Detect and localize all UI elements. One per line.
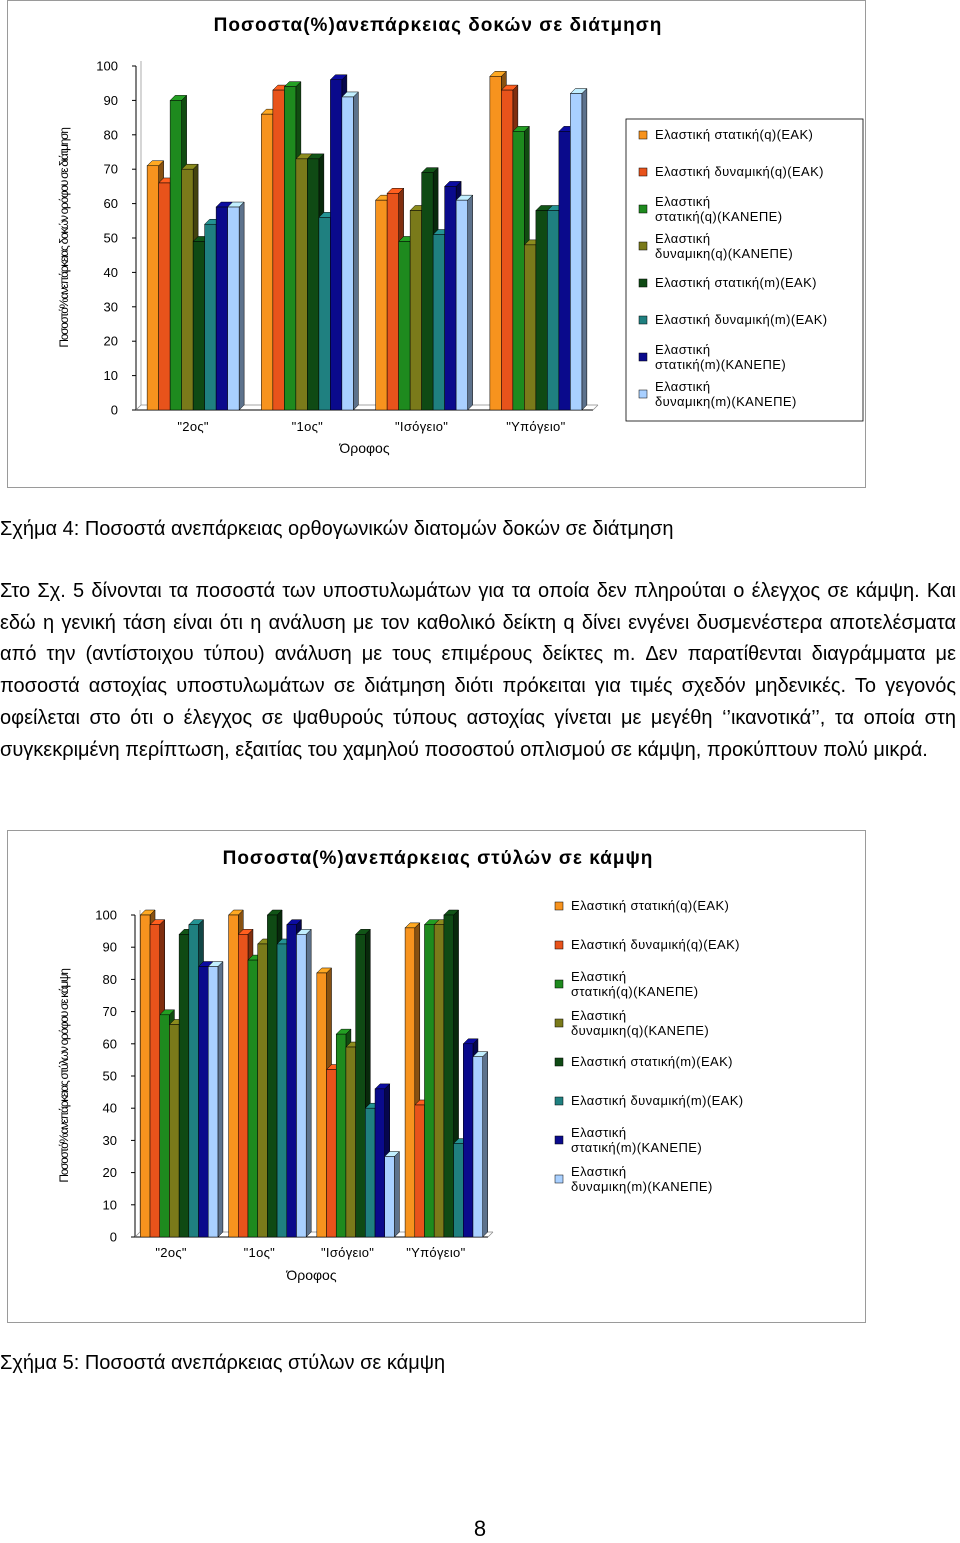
bar [365, 1108, 375, 1237]
bar [410, 210, 422, 410]
floor-edge-left [135, 1232, 140, 1237]
legend-label: Ελαστική [571, 1008, 627, 1023]
x-tick-label: "Υπόγειο" [406, 1245, 466, 1260]
bar [284, 87, 296, 410]
legend-label: δυναμικη(q)(ΚΑΝΕΠΕ) [571, 1023, 710, 1038]
bar [182, 169, 194, 410]
legend-swatch [639, 390, 647, 398]
bar [258, 944, 268, 1237]
bar [559, 131, 571, 410]
bar [330, 80, 342, 410]
bar [248, 960, 258, 1237]
legend-swatch [555, 1175, 563, 1183]
legend-label: στατική(q)(ΚΑΝΕΠΕ) [571, 984, 699, 999]
legend-label: Ελαστική δυναμική(m)(ΕΑΚ) [655, 312, 828, 327]
chart-shear-beams [7, 0, 866, 488]
bar [454, 1144, 464, 1237]
y-tick-label: 20 [103, 333, 118, 349]
bar [536, 210, 548, 410]
bar [434, 925, 444, 1237]
bar [387, 193, 399, 410]
y-tick-label: 50 [103, 230, 118, 246]
chart-bending-columns [7, 830, 866, 1323]
bar [296, 159, 308, 410]
bar [261, 114, 273, 410]
bar [205, 224, 217, 410]
bar [179, 934, 189, 1237]
bar [193, 241, 205, 410]
y-tick-label: 10 [102, 1197, 117, 1213]
legend-label: Ελαστική στατική(m)(ΕΑΚ) [571, 1054, 733, 1069]
bar [375, 1089, 385, 1237]
y-tick-label: 80 [102, 971, 117, 987]
bar [356, 934, 366, 1237]
y-tick-label: 40 [103, 264, 118, 280]
bar [456, 200, 468, 410]
page-number: 8 [473, 1516, 487, 1541]
chart-title: Ποσοστα(%)ανεπάρκειας δοκών σε διάτμηση [213, 15, 663, 36]
bar [317, 973, 327, 1237]
legend-swatch [555, 1058, 563, 1066]
bar [444, 915, 454, 1237]
bar [216, 207, 228, 410]
bar-side [218, 962, 223, 1237]
x-tick-label: "1ος" [291, 419, 324, 434]
bar-side [239, 202, 244, 410]
bar-side [468, 195, 473, 410]
legend-label: Ελαστική στατική(q)(ΕΑΚ) [571, 898, 730, 913]
y-axis-title: Ποσοστό%ανεπάρκειας στύλων ορόφου σε κάμψη [57, 969, 71, 1183]
bar [208, 967, 218, 1237]
y-tick-label: 0 [109, 1229, 117, 1245]
bar [159, 183, 171, 410]
legend-swatch [555, 980, 563, 988]
bar [229, 915, 239, 1237]
legend-swatch [639, 316, 647, 324]
bar [287, 925, 297, 1237]
y-tick-label: 60 [102, 1036, 117, 1052]
bar-side [353, 92, 358, 410]
legend-label: δυναμικη(q)(ΚΑΝΕΠΕ) [655, 246, 794, 261]
bar [199, 967, 209, 1237]
bar-side [306, 929, 311, 1237]
bar [147, 166, 159, 410]
bar [296, 934, 306, 1237]
legend-swatch [639, 279, 647, 287]
bar [376, 200, 388, 410]
bar [399, 241, 411, 410]
legend-swatch [639, 205, 647, 213]
bar [424, 925, 434, 1237]
bar [463, 1044, 473, 1237]
bar [570, 94, 582, 410]
bar [342, 97, 354, 410]
x-tick-label: "Ισόγειο" [395, 419, 449, 434]
y-tick-label: 70 [103, 161, 118, 177]
bar [267, 915, 277, 1237]
bar [415, 1105, 425, 1237]
y-tick-label: 40 [102, 1100, 117, 1116]
bar [547, 210, 559, 410]
legend-label: δυναμικη(m)(ΚΑΝΕΠΕ) [655, 394, 797, 409]
bar [346, 1047, 356, 1237]
legend-label: Ελαστική [571, 1125, 627, 1140]
x-tick-label: "2ος" [155, 1245, 187, 1260]
legend-label: στατική(m)(ΚΑΝΕΠΕ) [571, 1140, 703, 1155]
legend-label: Ελαστική [655, 194, 711, 209]
bar [524, 245, 536, 410]
bar [150, 925, 160, 1237]
legend-swatch [639, 242, 647, 250]
bar [405, 928, 415, 1237]
legend-swatch [555, 941, 563, 949]
legend-label: Ελαστική στατική(q)(ΕΑΚ) [655, 127, 814, 142]
bar [307, 159, 319, 410]
x-tick-label: "1ος" [243, 1245, 276, 1260]
bar-side [394, 1152, 399, 1238]
y-axis-title: Ποσοστό%ανεπάρκειας δοκών ορόφου σε διάτμηση [57, 128, 71, 348]
y-tick-label: 0 [110, 402, 118, 418]
floor-edge-right [488, 1232, 493, 1237]
legend-label: Ελαστική [655, 231, 711, 246]
legend-swatch [555, 902, 563, 910]
y-tick-label: 90 [103, 92, 118, 108]
bar [433, 235, 445, 410]
legend-label: στατική(q)(ΚΑΝΕΠΕ) [655, 209, 783, 224]
legend-label: δυναμικη(m)(ΚΑΝΕΠΕ) [571, 1179, 713, 1194]
legend-swatch [639, 353, 647, 361]
y-tick-label: 30 [103, 299, 118, 315]
chart-bending-columns-svg [8, 831, 865, 1322]
bar [422, 173, 434, 410]
y-tick-label: 100 [96, 58, 118, 74]
bar [228, 207, 240, 410]
bar [238, 934, 248, 1237]
bar [160, 1015, 170, 1237]
bar [445, 186, 457, 410]
legend-label: Ελαστική στατική(m)(ΕΑΚ) [655, 275, 817, 290]
legend-swatch [555, 1097, 563, 1105]
legend-swatch [639, 168, 647, 176]
x-axis-title: Όροφος [339, 440, 390, 456]
y-tick-label: 30 [102, 1132, 117, 1148]
bar [473, 1057, 483, 1237]
bar [170, 100, 182, 410]
bar-side [582, 89, 587, 410]
bar [169, 1024, 179, 1237]
bar-side [483, 1052, 488, 1237]
y-tick-label: 10 [103, 368, 118, 384]
y-tick-label: 60 [103, 196, 118, 212]
bar [140, 915, 150, 1237]
bar [501, 90, 513, 410]
x-tick-label: "Υπόγειο" [506, 419, 566, 434]
bar [327, 1070, 337, 1237]
legend-swatch [555, 1136, 563, 1144]
y-tick-label: 80 [103, 127, 118, 143]
legend-swatch [639, 131, 647, 139]
legend-label: Ελαστική [571, 1164, 627, 1179]
y-tick-label: 50 [102, 1068, 117, 1084]
legend-label: Ελαστική [655, 379, 711, 394]
bar [189, 925, 199, 1237]
x-tick-label: "2ος" [177, 419, 209, 434]
figure-5-caption: Σχήμα 5: Ποσοστά ανεπάρκειας στύλων σε κάμψη [0, 1352, 446, 1374]
legend-label: Ελαστική δυναμική(q)(ΕΑΚ) [571, 937, 740, 952]
figure-4-caption: Σχήμα 4: Ποσοστά ανεπάρκειας ορθογωνικών διατομών δοκών σε διάτμηση [0, 518, 674, 540]
bar [385, 1157, 395, 1238]
legend-label: Ελαστική [571, 969, 627, 984]
bar [319, 217, 331, 410]
bar [273, 90, 285, 410]
body-paragraph [0, 576, 956, 766]
chart-shear-beams-svg [8, 1, 865, 487]
legend-swatch [555, 1019, 563, 1027]
legend-label: στατική(m)(ΚΑΝΕΠΕ) [655, 357, 787, 372]
bar [336, 1034, 346, 1237]
y-tick-label: 90 [102, 939, 117, 955]
chart-title: Ποσοστα(%)ανεπάρκειας στύλών σε κάμψη [222, 848, 654, 869]
body-paragraph-text: Στο Σχ. 5 δίνονται τα ποσοστά των υποστυλωμάτων για τα οποία δεν πληρούται ο έλεγχος σε κάμψη. Και εδώ η γενική τάση είναι ότι η ανάλυση με τον καθολικό δείκτη q δίνει ενγένει δυσμενέστερα αποτελέσματα από την (αντίστοιχου τύπου) ανάλυση με τους επιμέρους δείκτες m. Δεν παρατίθενται διαγράμματα με ποσοστά αστοχίας υποστυλωμάτων σε διάτμηση διότι πρόκειται για τιμές σχεδόν μηδενικές. Το γεγονός οφείλεται στο ότι ο έλεγχος σε ψαθυρούς τύπους αστοχίας γίνεται με μεγέθη ‘’ικανοτικά’’, τα οποία στη συγκεκριμένη περίπτωση, εξαιτίας του χαμηλού ποσοστού οπλισμού σε κάμψη, προκύπτουν πολύ μικρά. [0, 580, 956, 761]
bar [277, 944, 287, 1237]
bar [490, 76, 502, 410]
x-axis-title: Όροφος [286, 1267, 337, 1283]
floor-edge-right [593, 405, 598, 410]
floor-edge-left [136, 405, 141, 410]
legend-label: Ελαστική δυναμική(q)(ΕΑΚ) [655, 164, 824, 179]
legend-label: Ελαστική δυναμική(m)(ΕΑΚ) [571, 1093, 744, 1108]
y-tick-label: 100 [95, 907, 117, 923]
bar [513, 131, 525, 410]
y-tick-label: 20 [102, 1165, 117, 1181]
legend-label: Ελαστική [655, 342, 711, 357]
x-tick-label: "Ισόγειο" [321, 1245, 375, 1260]
y-tick-label: 70 [102, 1004, 117, 1020]
